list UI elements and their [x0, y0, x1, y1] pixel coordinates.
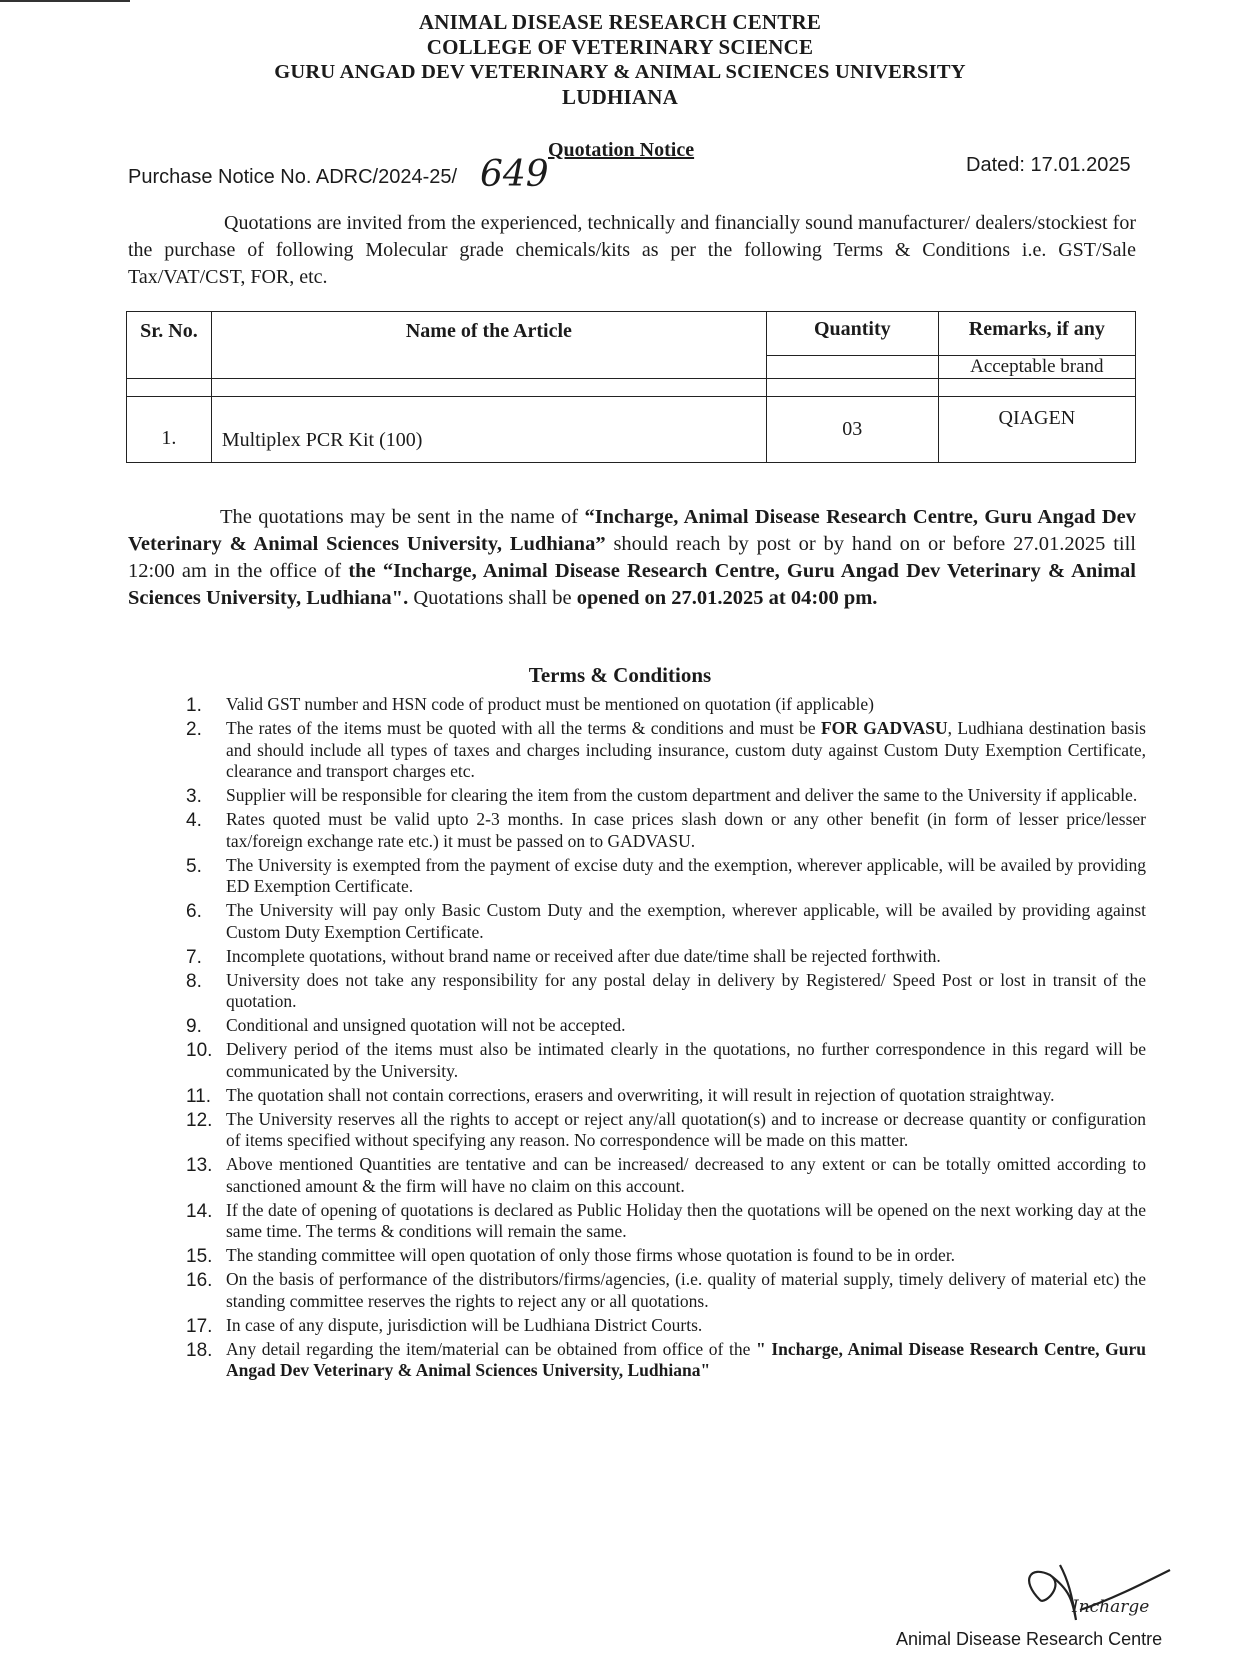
term-text: The quotation shall not contain corrections, erasers and overwriting, it will result in rejection of quotation straightway. [226, 1084, 1055, 1105]
term-text: The rates of the items must be quoted with all the terms & conditions and must be [226, 718, 821, 738]
term-item [186, 1200, 1146, 1243]
para-bold-3: opened on 27.01.2025 at 04:00 pm. [576, 587, 878, 609]
term-number: 5. [186, 855, 202, 877]
term-text: Supplier will be responsible for clearing the item from the custom department and deliver the same to the University if applicable. [226, 785, 1138, 805]
scan-edge-line [0, 0, 130, 2]
row-sr-no: 1. [127, 397, 212, 463]
header-quantity: Quantity [766, 312, 938, 356]
term-item [186, 809, 1146, 852]
term-number: 17. [186, 1315, 213, 1337]
term-text: Delivery period of the items must also be intimated clearly in the quotations, no further correspondence in this regard will be communicated by the University. [226, 1039, 1146, 1081]
term-bold-text: FOR GADVASU [820, 718, 948, 738]
articles-table [126, 311, 1136, 463]
term-text: , Ludhiana destination basis and should include all types of taxes and charges including insurance, custom duty against Custom Duty Exemption Certificate, clearance and transport charges etc. [226, 718, 1146, 781]
term-number: 8. [186, 970, 202, 992]
term-item [186, 900, 1146, 943]
term-bold-text: " Incharge, Animal Disease Research Centre, Guru Angad Dev Veterinary & Animal Sciences University, Ludhiana" [226, 1338, 1146, 1380]
term-number: 15. [186, 1246, 213, 1267]
term-number: 9. [186, 1016, 202, 1037]
para-text-3: Quotations shall be [408, 587, 577, 609]
header-quantity-blank [766, 356, 938, 379]
term-item [186, 1339, 1146, 1382]
row-quantity: 03 [766, 397, 938, 463]
term-text: On the basis of performance of the distributors/firms/agencies, (i.e. quality of material supply, timely delivery of material etc) the standing committee reserves the rights to reject any or all quotations. [226, 1269, 1146, 1311]
spacer-cell [938, 379, 1135, 397]
purchase-notice-number [128, 166, 457, 189]
term-text: In case of any dispute, jurisdiction will be Ludhiana District Courts. [226, 1314, 703, 1335]
purchase-number-handwritten: 649 [480, 154, 549, 195]
term-item [186, 718, 1146, 783]
para-text-1: The quotations may be sent in the name of [220, 506, 585, 528]
term-number: 1. [186, 695, 202, 716]
term-number: 13. [186, 1155, 213, 1176]
term-number: 10. [186, 1040, 213, 1061]
term-item [186, 1154, 1146, 1197]
term-number: 2. [186, 719, 202, 740]
term-text: Any detail regarding the item/material can be obtained from office of the [226, 1338, 756, 1359]
intro-paragraph [128, 210, 1136, 291]
header-line-1: ANIMAL DISEASE RESEARCH CENTRE [418, 10, 822, 34]
term-item [186, 1085, 1146, 1107]
term-item [186, 1039, 1146, 1082]
row-article-name: Multiplex PCR Kit (100) [211, 397, 766, 463]
intro-text: Quotations are invited from the experienced, technically and financially sound manufacturer/ dealers/stockiest for the purchase of following Molecular grade chemicals/kits as per the following Terms & Conditions i.e. GST/Sale Tax/VAT/CST, FOR, etc. [128, 212, 1136, 288]
term-number: 18. [186, 1339, 213, 1361]
table-row [127, 397, 1136, 463]
submission-paragraph [128, 504, 1136, 612]
terms-list [186, 694, 1146, 1384]
term-item [186, 785, 1146, 807]
term-text: The University reserves all the rights to accept or reject any/all quotation(s) and to increase or decrease quantity or configuration of items specified without specifying any reason. No correspondence will be made on this matter. [226, 1108, 1146, 1150]
term-text: Rates quoted must be valid upto 2-3 months. In case prices slash down or any other benefit (in form of lesser price/lesser tax/foreign exchange rate etc.) it must be passed on to GADVASU. [226, 809, 1146, 851]
header-line-2: COLLEGE OF VETERINARY SCIENCE [426, 35, 814, 59]
term-number: 12. [186, 1109, 213, 1131]
term-item [186, 1109, 1146, 1152]
term-item [186, 1015, 1146, 1037]
term-text: The University will pay only Basic Custom Duty and the exemption, wherever applicable, will be availed by providing against Custom Duty Exemption Certificate. [226, 900, 1146, 942]
row-remarks: QIAGEN [938, 397, 1135, 463]
term-number: 6. [186, 901, 202, 922]
header-remarks-sub: Acceptable brand [938, 356, 1135, 379]
term-item [186, 970, 1146, 1013]
term-text: The standing committee will open quotation of only those firms whose quotation is found to be in order. [226, 1245, 956, 1265]
notice-date: Dated: 17.01.2025 [966, 154, 1131, 176]
term-item [186, 1269, 1146, 1312]
term-item [186, 1245, 1146, 1267]
term-item [186, 855, 1146, 898]
spacer-cell [127, 379, 212, 397]
term-item [186, 946, 1146, 968]
purchase-notice-label: Purchase Notice No. ADRC/2024-25/ [128, 166, 458, 188]
term-text: Incomplete quotations, without brand name or received after due date/time shall be rejected forthwith. [226, 945, 941, 966]
header-sr-no: Sr. No. [127, 312, 212, 379]
para-bold-2: the “Incharge, Animal Disease Research Centre, Guru Angad Dev Veterinary & Animal Sciences University, Ludhiana". [128, 560, 1137, 609]
signature-designation: Animal Disease Research Centre [896, 1629, 1163, 1649]
header-line-4: LUDHIANA [562, 85, 678, 109]
term-text: The University is exempted from the payment of excise duty and the exemption, wherever applicable, will be availed by providing ED Exemption Certificate. [226, 854, 1146, 896]
header-article-name: Name of the Article [211, 312, 766, 379]
signature-scribble [1010, 1560, 1180, 1630]
term-number: 11. [186, 1085, 212, 1107]
term-number: 7. [186, 946, 202, 968]
term-text: Above mentioned Quantities are tentative and can be increased/ decreased to any extent or can be totally omitted according to sanctioned amount & the firm will have no claim on this account. [226, 1154, 1146, 1196]
header-remarks: Remarks, if any [938, 312, 1135, 356]
para-text-2: should reach by post or by hand on or before 27.01.2025 till 12:00 am in the office of [128, 533, 1136, 582]
term-text: University does not take any responsibility for any postal delay in delivery by Registered/ Speed Post or lost in transit of the quotation. [226, 969, 1146, 1011]
notice-title: Quotation Notice [548, 139, 695, 161]
term-text: If the date of opening of quotations is declared as Public Holiday then the quotations will be opened on the next working day at the same time. The terms & conditions will remain the same. [226, 1199, 1146, 1241]
term-text: Valid GST number and HSN code of product must be mentioned on quotation (if applicable) [226, 694, 875, 714]
term-number: 3. [186, 786, 202, 807]
terms-title: Terms & Conditions [528, 663, 712, 687]
signature-handwritten-text: Incharge [1072, 1597, 1150, 1617]
term-text: Conditional and unsigned quotation will not be accepted. [226, 1015, 626, 1035]
term-number: 4. [186, 810, 202, 831]
term-number: 16. [186, 1270, 213, 1291]
para-bold-1: “Incharge, Animal Disease Research Centre, Guru Angad Dev Veterinary & Animal Sciences University, Ludhiana” [128, 506, 1136, 555]
term-item [186, 1315, 1146, 1337]
letterhead [0, 10, 1240, 110]
term-number: 14. [186, 1200, 213, 1222]
spacer-cell [766, 379, 938, 397]
header-line-3: GURU ANGAD DEV VETERINARY & ANIMAL SCIENCES UNIVERSITY [274, 61, 966, 83]
spacer-cell [211, 379, 766, 397]
term-item [186, 694, 1146, 716]
